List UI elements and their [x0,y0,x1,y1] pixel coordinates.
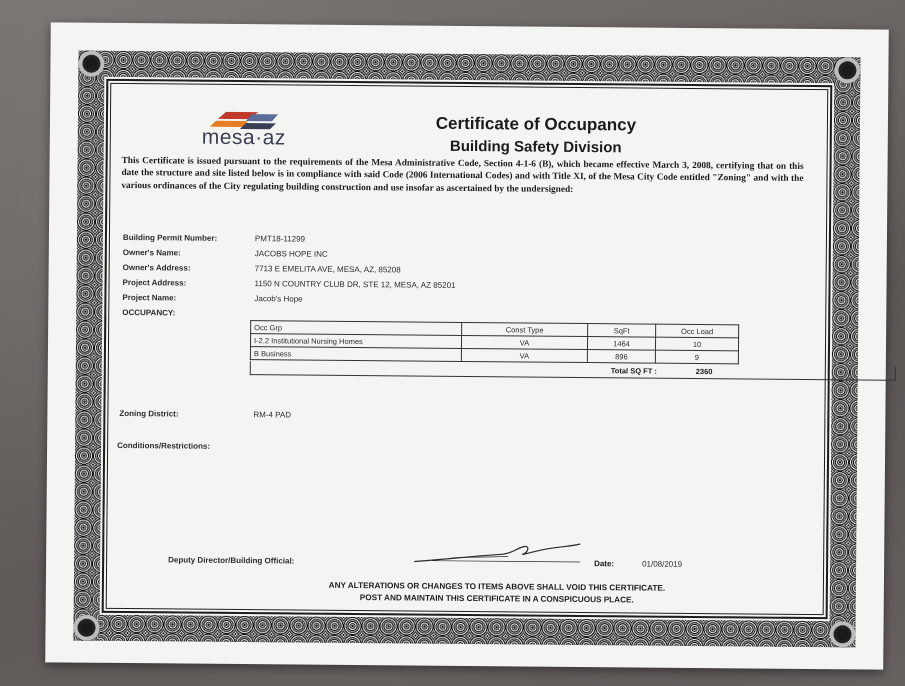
field-label: Owner's Address: [122,262,191,273]
footer-instruction: POST AND MAINTAIN THIS CERTIFICATE IN A CONSPICUOUS PLACE. [359,593,634,605]
field-row [123,248,723,265]
footer-warning: ANY ALTERATIONS OR CHANGES TO ITEMS ABOVE SHALL VOID THIS CERTIFICATE. [328,580,666,593]
field-label: Project Address: [122,277,187,288]
field-value: 1150 N COUNTRY CLUB DR, STE 12, MESA, AZ 85201 [254,279,456,290]
field-label: OCCUPANCY: [122,307,176,318]
logo-wordmark: mesa·az [201,125,286,150]
border-corner-ornament [829,621,855,647]
table-cell: B Business [250,347,461,362]
border-left [73,51,104,641]
zoning-value: RM-4 PAD [253,410,292,420]
column-header: Const Type [462,322,588,336]
certificate-content [112,89,822,611]
page-subtitle: Building Safety Division [449,137,622,157]
field-value: 7713 E EMELITA AVE, MESA, AZ, 85208 [254,264,401,275]
field-value: PMT18-11299 [254,234,306,244]
table-cell: 1464 [587,337,655,351]
border-right [829,57,860,647]
page-title: Certificate of Occupancy [435,113,637,135]
table-cell: I-2.2 Institutional Nursing Homes [250,334,461,349]
table-cell: 9 [655,350,738,364]
border-corner-ornament [73,615,99,641]
table-cell: VA [461,348,587,362]
field-value: Jacob's Hope [254,294,303,304]
field-row [122,278,722,295]
certificate-paper [45,22,889,669]
date-label: Date: [594,559,615,569]
column-header: Occ Load [656,324,739,338]
signature-image [412,540,582,572]
occupancy-table [250,320,739,364]
field-label: Owner's Name: [122,247,181,258]
border-top [78,51,860,84]
table-cell: VA [461,335,587,349]
field-row [122,293,722,310]
total-sqft-value: 2360 [695,366,713,377]
field-label: Project Name: [122,292,177,303]
signature-icon [412,540,582,567]
border-bottom [73,615,855,648]
preamble-text: This Certificate is issued pursuant to the requirements of the Mesa Administrative Code, Section 4-1-6 (B), which became effective March 3, 2008, certifying that on this date the structure and site listed below is in compliance with said Code (2006 International Codes) and with Title XI, of the Mesa City Code entitled "Zoning" and with the various ordinances of the City regulating building construction and use insofar as ascertained by the undersigned: [121,155,804,195]
field-label: Building Permit Number: [122,232,218,243]
field-value: JACOBS HOPE INC [254,249,328,259]
official-label: Deputy Director/Building Official: [168,555,295,566]
field-row [123,233,723,250]
total-sqft-row [250,361,896,381]
total-sqft-label: Total SQ FT : [610,366,657,376]
column-header: SqFt [588,324,656,338]
table-cell: 10 [655,337,738,351]
field-row [123,263,723,280]
conditions-label: Conditions/Restrictions: [117,440,211,451]
border-corner-ornament [78,51,104,77]
column-header: Occ Grp [251,321,462,336]
zoning-label: Zoning District: [119,408,179,419]
border-corner-ornament [834,57,860,83]
date-value: 01/08/2019 [642,559,683,569]
table-cell: 896 [587,350,655,364]
